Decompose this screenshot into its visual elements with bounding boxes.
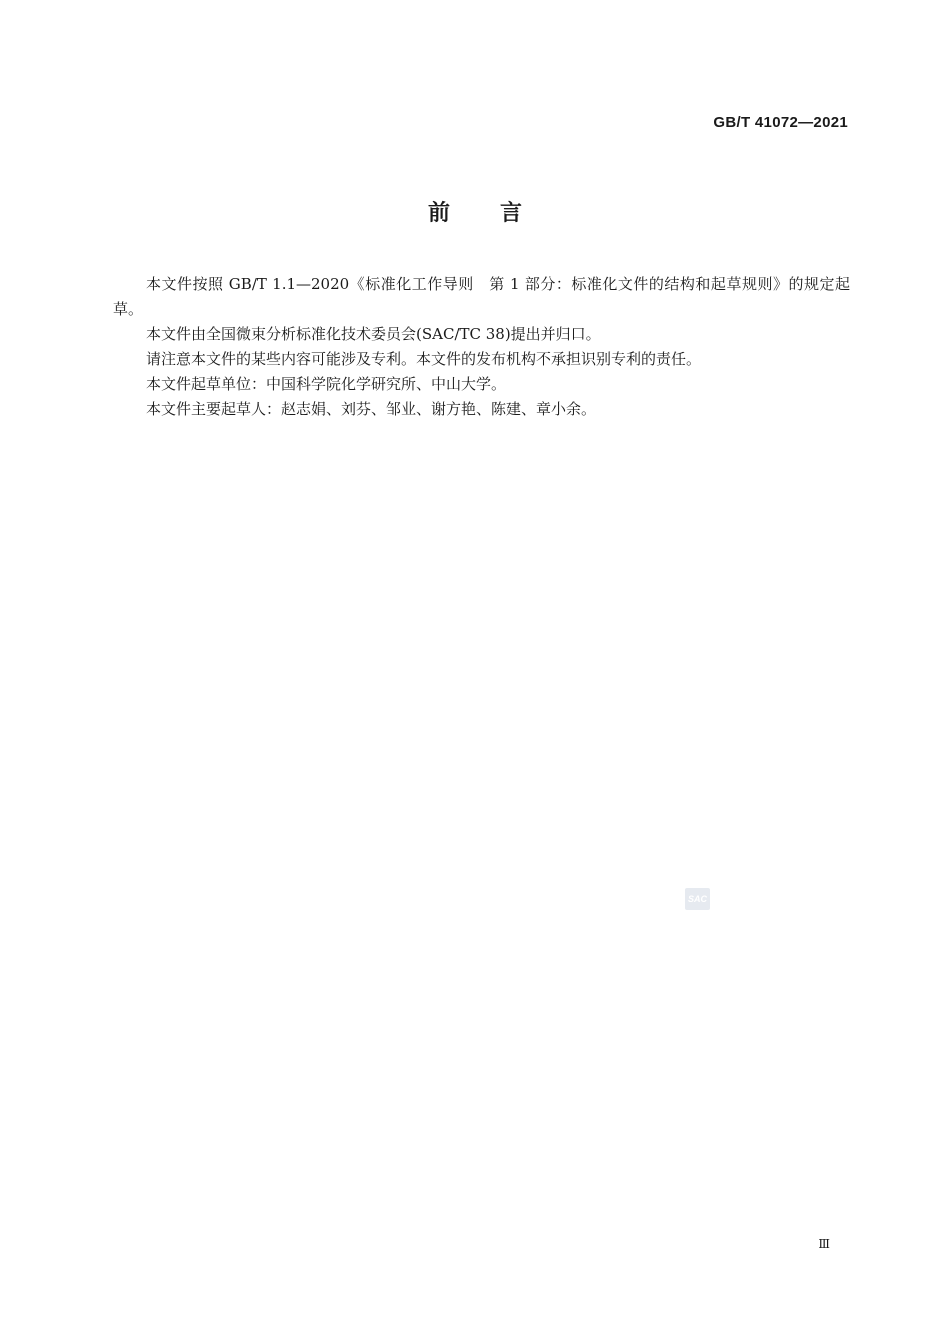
foreword-body [113,272,850,422]
paragraph-proposer: 本文件由全国微束分析标准化技术委员会(SAC/TC 38)提出并归口。 [146,325,601,343]
sac-watermark-logo: SAC [685,888,710,910]
paragraph-drafting-rules: 本文件按照 GB/T 1.1—2020《标准化工作导则 第 1 部分：标准化文件的结构和起草规则》的规定起草。 [113,275,850,318]
page-title: 前言 [427,201,572,226]
paragraph-drafting-units: 本文件起草单位：中国科学院化学研究所、中山大学。 [146,375,507,393]
paragraph-drafters: 本文件主要起草人：赵志娟、刘芬、邹业、谢方艳、陈建、章小余。 [146,400,597,418]
page-number: Ⅲ [818,1237,830,1251]
paragraph-patent-notice: 请注意本文件的某些内容可能涉及专利。本文件的发布机构不承担识别专利的责任。 [146,350,702,368]
standard-number: GB/T 41072—2021 [713,114,848,131]
